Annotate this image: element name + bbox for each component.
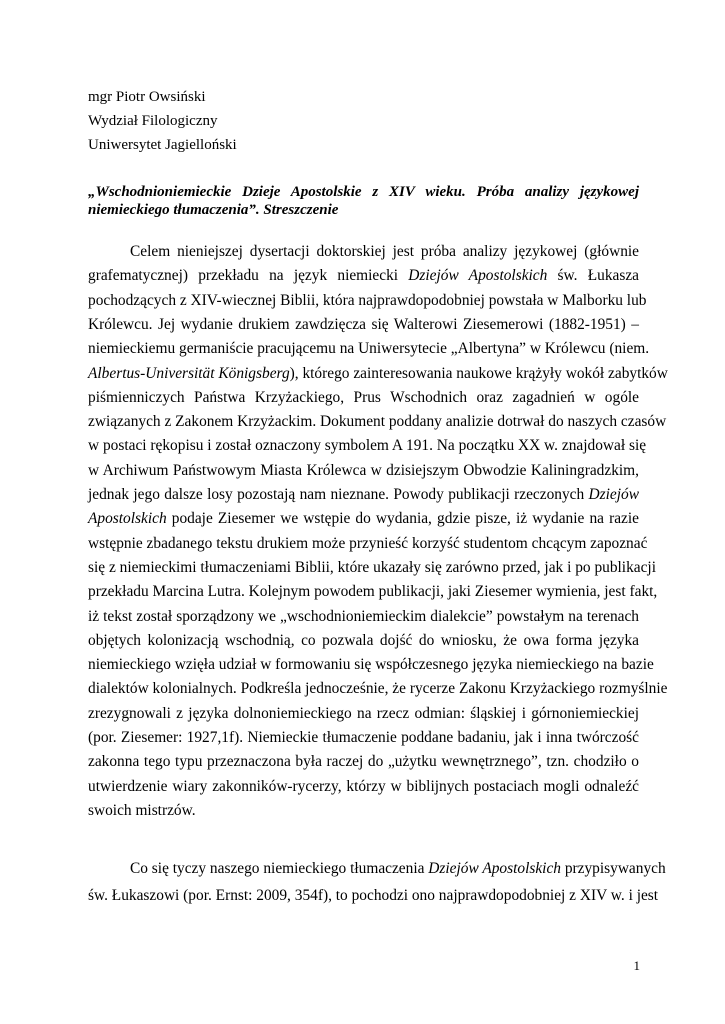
text-line <box>88 485 639 505</box>
document-title: „Wschodnioniemieckie Dzieje Apostolskie z XIV wieku. Próba analizy językowej niemieckiego tłumaczenia”. Streszczenie <box>88 184 639 218</box>
text-span: objętych kolonizacją wschodnią, co pozwala dojść do wniosku, że owa forma języka <box>88 631 639 649</box>
text-span: Królewcu. Jej wydanie drukiem zawdzięcza się Walterowi Ziesemerowi (1882-1951) – <box>88 315 639 333</box>
text-span: Celem nieniejszej dysertacji doktorskiej jest próba analizy językowej (głównie <box>130 243 639 260</box>
text-line <box>88 607 639 627</box>
text-line <box>88 679 668 699</box>
author-faculty: Wydział Filologiczny <box>88 113 218 129</box>
text-span: zrezygnowali z języka dolnoniemieckiego na rzecz odmian: śląskiej i górnoniemieckiej <box>88 704 639 722</box>
text-line <box>88 534 648 554</box>
text-span: związanych z Zakonem Krzyżackim. Dokument poddany analizie dotrwał do naszych czasów <box>88 413 667 431</box>
text-span: w Archiwum Państwowym Miasta Królewca w dzisiejszym Obwodzie Kaliningradzkim, <box>88 461 639 479</box>
text-line <box>88 291 647 311</box>
text-line <box>88 582 658 602</box>
text-line <box>88 655 654 675</box>
text-line <box>88 509 639 529</box>
text-line <box>88 886 659 906</box>
text-line <box>88 752 639 772</box>
text-line <box>88 801 639 821</box>
author-name: mgr Piotr Owsiński <box>88 89 206 105</box>
text-span: niemieckiego wzięła udział w formowaniu się współczesnego języka niemieckiego na bazie <box>88 656 654 674</box>
text-span: podaje Ziesemer we wstępie do wydania, gdzie pisze, iż wydanie na razie <box>166 510 639 528</box>
text-span: niemieckiemu germaniście pracującemu na Uniwersytecie „Albertyna” w Królewcu (niem. <box>88 340 650 358</box>
text-span: przekładu Marcina Lutra. Kolejnym powodem publikacji, jaki Ziesemer wymienia, jest fakt, <box>88 583 658 601</box>
text-line <box>88 388 639 408</box>
page-number: 1 <box>633 958 640 973</box>
text-line <box>88 315 639 335</box>
text-line <box>88 266 639 286</box>
text-span: ), którego zainteresowania naukowe krążyły wokół zabytków <box>289 364 668 382</box>
text-span: (por. Ziesemer: 1927,1f). Niemieckie tłumaczenie poddane badaniu, jak i inna twórczość <box>88 729 639 746</box>
text-span: św. Łukasza <box>547 267 639 285</box>
text-line <box>88 436 647 456</box>
text-span: grafematycznej) przekładu na język niemiecki <box>88 267 409 285</box>
text-line <box>88 631 639 651</box>
text-span: św. Łukaszowi (por. Ernst: 2009, 354f), to pochodzi ono najprawdopodobniej z XIV w. i jest <box>88 886 659 904</box>
text-line <box>88 558 656 578</box>
italic-span: Dziejów <box>588 486 639 503</box>
text-span: utwierdzenie wiary zakonników-rycerzy, którzy w biblijnych postaciach mogli odnaleźć <box>88 777 639 795</box>
text-span: Co się tyczy naszego niemieckiego tłumaczenia <box>130 860 429 877</box>
text-span: jednak jego dalsze losy pozostają nam nieznane. Powody publikacji rzeczonych <box>88 486 589 503</box>
text-span: wstępnie zbadanego tekstu drukiem może przynieść korzyść studentom chcącym zapoznać <box>88 534 648 552</box>
text-line <box>88 339 650 359</box>
italic-span: Dziejów Apostolskich <box>408 267 548 285</box>
text-span: pochodzących z XIV-wiecznej Biblii, która najprawdopodobniej powstała w Malborku lub <box>88 291 647 309</box>
text-line <box>130 859 666 879</box>
author-university: Uniwersytet Jagielloński <box>88 137 237 153</box>
text-span: się z niemieckimi tłumaczeniami Biblii, które ukazały się zarówno przed, jak i po publikacji <box>88 558 656 576</box>
text-span: zakonna tego typu przeznaczona była raczej do „użytku wewnętrznego”, tzn. chodziło o <box>88 753 639 771</box>
text-span: piśmienniczych Państwa Krzyżackiego, Prus Wschodnich oraz zagadnień w ogóle <box>88 388 639 406</box>
text-line <box>88 704 639 724</box>
text-span: iż tekst został sporządzony we „wschodnioniemieckim dialekcie” powstałym na terenach <box>88 607 639 625</box>
text-span: dialektów kolonialnych. Podkreśla jednocześnie, że rycerze Zakonu Krzyżackiego rozmyślnie <box>88 680 668 698</box>
text-line <box>130 242 639 262</box>
text-span: w postaci rękopisu i został oznaczony symbolem A 191. Na początku XX w. znajdował się <box>88 437 647 455</box>
text-line <box>88 777 639 797</box>
text-line <box>88 728 639 748</box>
text-line <box>88 412 667 432</box>
text-line <box>88 364 668 384</box>
text-span: przypisywanych <box>560 860 666 877</box>
italic-span: Dziejów Apostolskich <box>428 860 561 877</box>
italic-span: Albertus-Universität Königsberg <box>88 364 290 382</box>
text-span: swoich mistrzów. <box>88 801 196 819</box>
italic-span: Apostolskich <box>88 510 167 528</box>
text-line <box>88 461 639 481</box>
